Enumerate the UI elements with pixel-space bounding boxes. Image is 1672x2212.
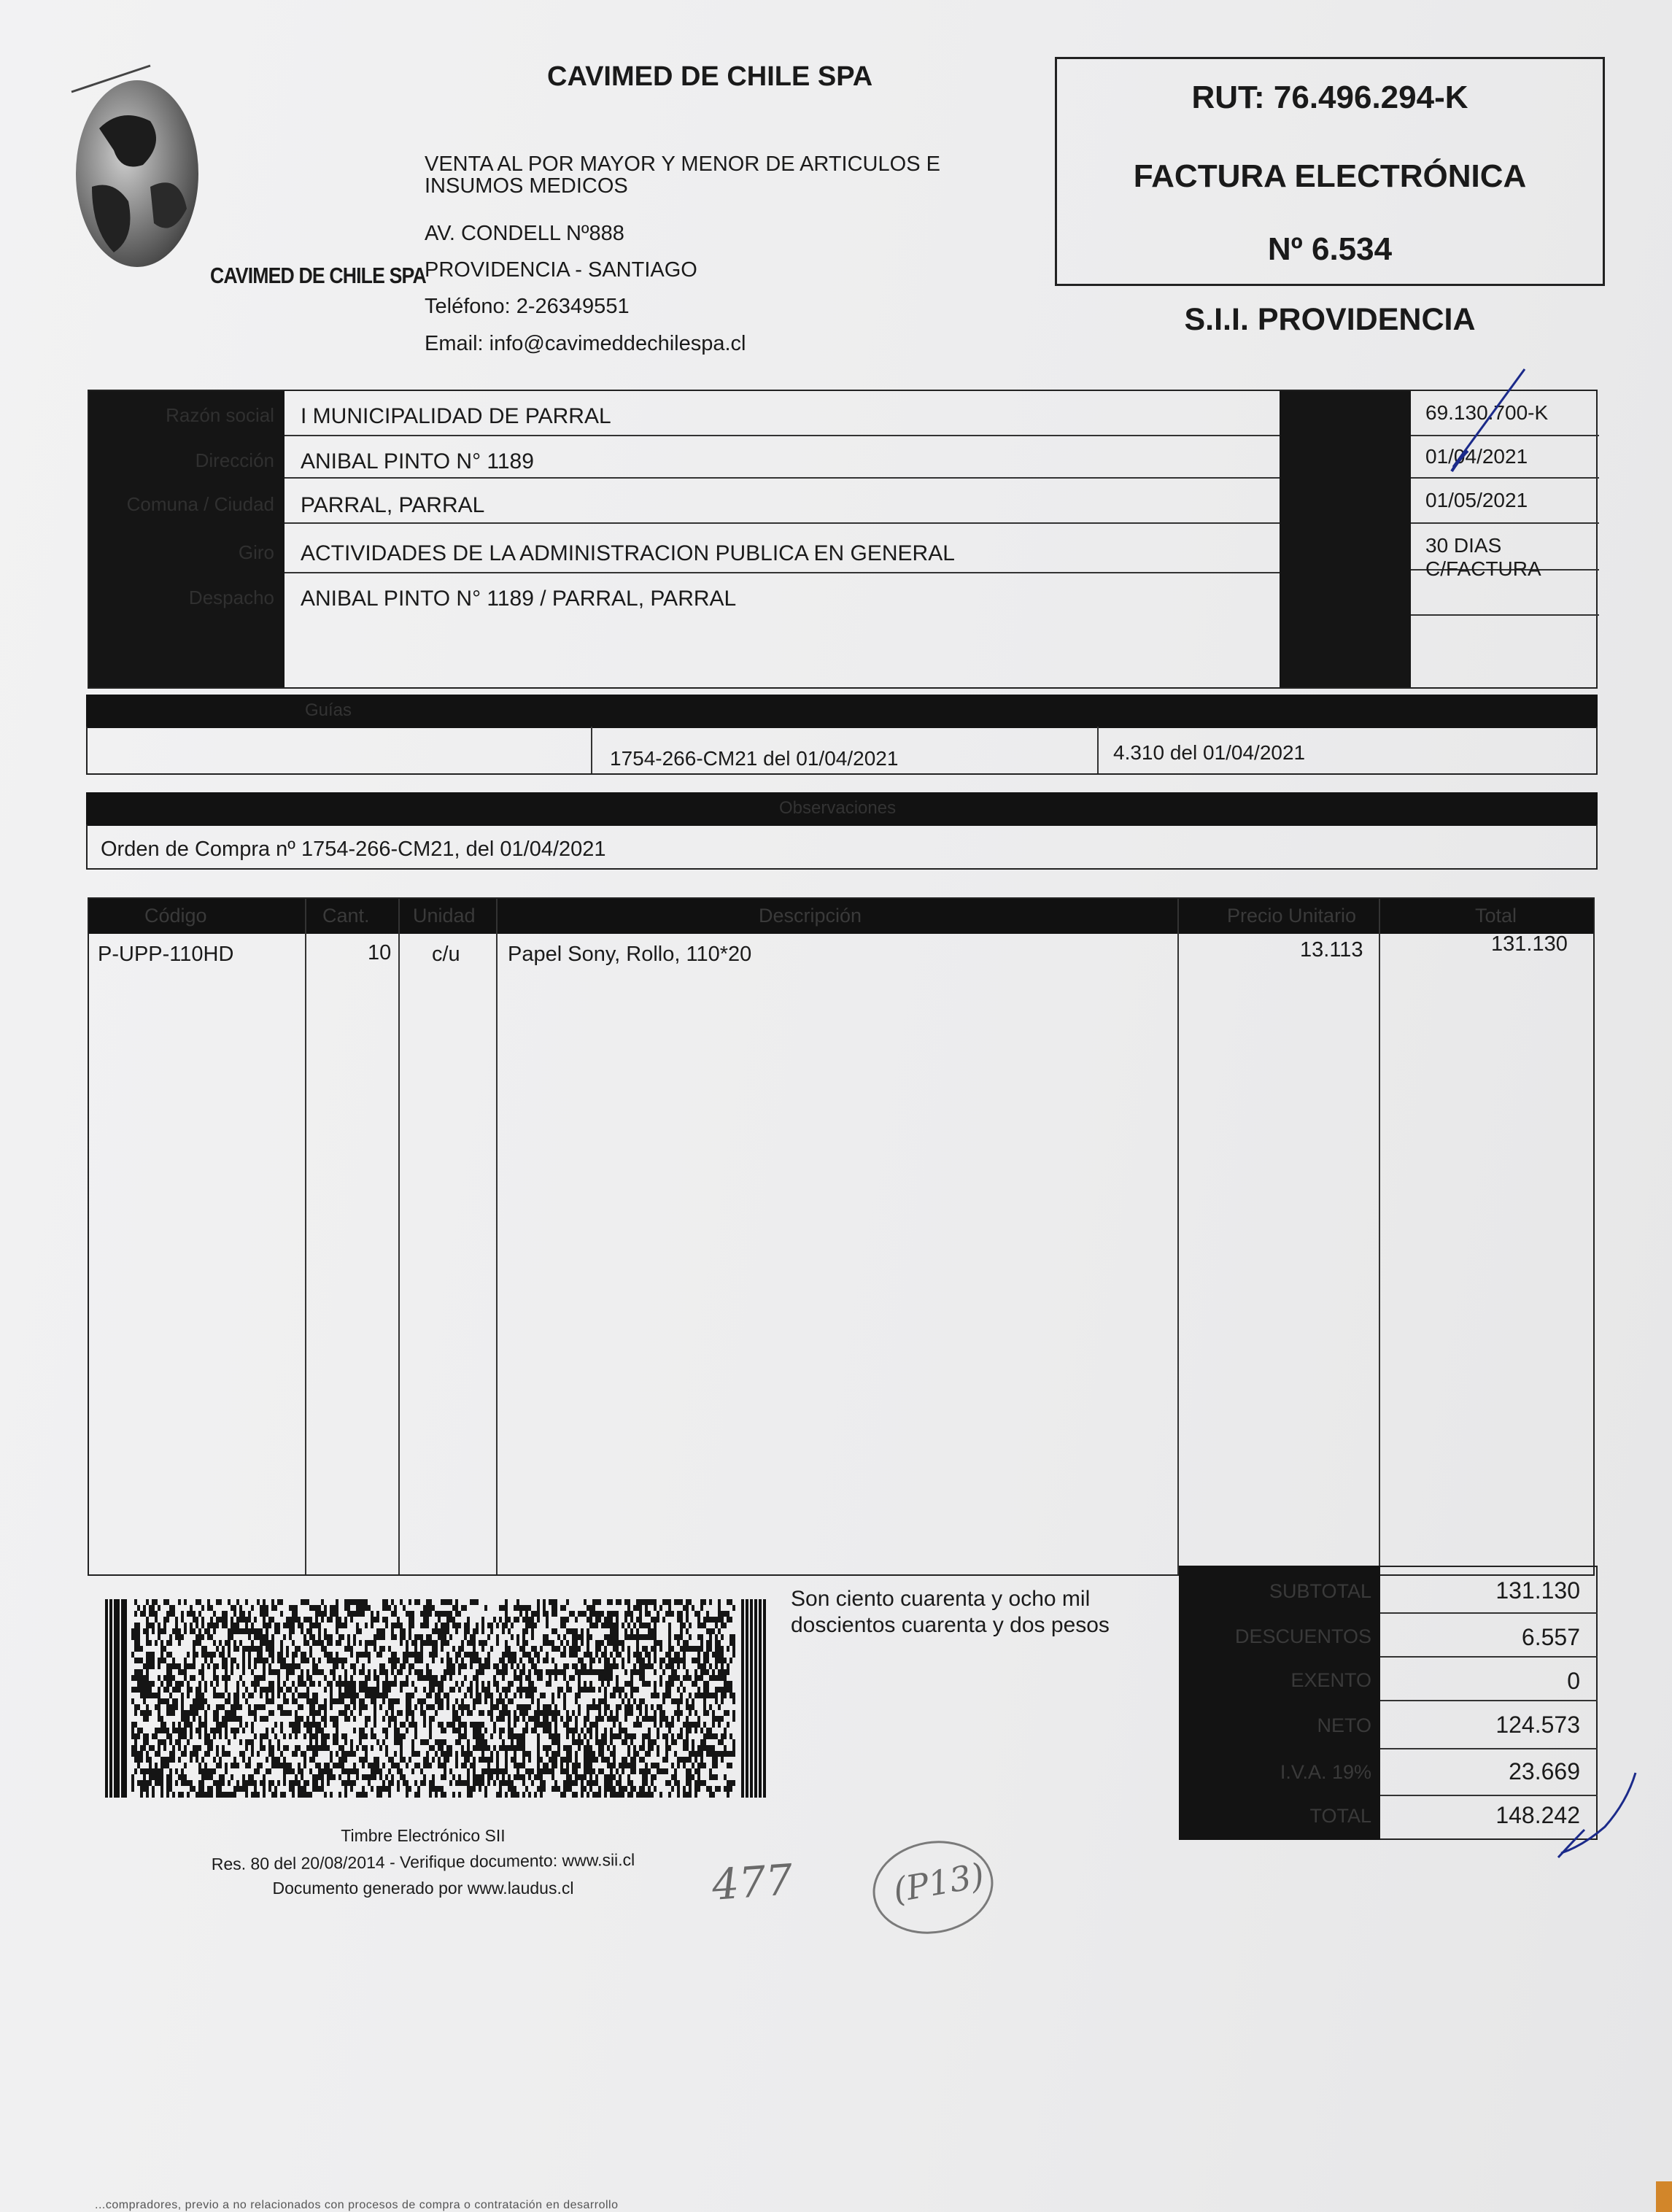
invoice-type: FACTURA ELECTRÓNICA xyxy=(1133,158,1527,194)
item-codigo: P-UPP-110HD xyxy=(98,943,234,966)
client-meta-label-column xyxy=(1280,391,1411,687)
item-precio: 13.113 xyxy=(1300,938,1363,962)
items-table xyxy=(88,897,1595,1576)
total-value: 148.242 xyxy=(1495,1802,1580,1828)
company-email: Email: info@cavimeddechilespa.cl xyxy=(425,332,746,355)
item-descripcion: Papel Sony, Rollo, 110*20 xyxy=(508,943,752,966)
handwritten-note: 477 xyxy=(710,1855,794,1910)
handwritten-circle xyxy=(865,1832,1000,1944)
logo-caption: CAVIMED DE CHILE SPA xyxy=(210,263,426,288)
fecha-vencimiento: 01/05/2021 xyxy=(1425,489,1528,511)
invoice-id-box xyxy=(1055,57,1605,286)
issuer-rut: RUT: 76.496.294-K xyxy=(1191,80,1468,115)
references-header xyxy=(86,695,1598,728)
client-despacho: ANIBAL PINTO N° 1189 / PARRAL, PARRAL xyxy=(301,587,737,611)
timbre-line1: Timbre Electrónico SII xyxy=(341,1826,506,1845)
label-subtotal: SUBTOTAL xyxy=(1269,1580,1371,1602)
otra-ref: 4.310 del 01/04/2021 xyxy=(1113,741,1306,764)
condicion-pago: 30 DIAS C/FACTURA xyxy=(1425,534,1541,580)
fecha-emision: 01/04/2021 xyxy=(1425,445,1528,468)
client-block xyxy=(88,390,1598,689)
client-razon-social: I MUNICIPALIDAD DE PARRAL xyxy=(301,404,611,428)
company-phone: Teléfono: 2-26349551 xyxy=(425,295,630,318)
observaciones-label: Observaciones xyxy=(779,798,897,818)
company-city: PROVIDENCIA - SANTIAGO xyxy=(425,258,697,282)
client-rut: 69.130.700-K xyxy=(1425,401,1549,424)
exento-value: 0 xyxy=(1567,1668,1580,1694)
footer-text: ...compradores, previo a no relacionados con procesos de compra o contratación en desarrollo xyxy=(95,2199,619,2211)
label-direccion: Dirección xyxy=(195,449,274,471)
totals-label-column xyxy=(1179,1566,1380,1840)
company-activity-line2: INSUMOS MEDICOS xyxy=(425,174,628,198)
amount-words-line1: Son ciento cuarenta y ocho mil xyxy=(791,1587,1091,1611)
guia-label: Guías xyxy=(305,700,352,720)
label-iva: I.V.A. 19% xyxy=(1280,1761,1371,1783)
header-codigo: Código xyxy=(144,905,207,927)
observaciones-row xyxy=(86,824,1598,870)
item-cant: 10 xyxy=(368,941,392,964)
company-address: AV. CONDELL Nº888 xyxy=(425,222,624,245)
header-unidad: Unidad xyxy=(413,905,476,927)
handwritten-total-check xyxy=(1554,1766,1641,1860)
references-row xyxy=(86,727,1598,775)
subtotal-value: 131.130 xyxy=(1495,1577,1580,1604)
header-descripcion: Descripción xyxy=(759,905,862,927)
handwritten-check-mark xyxy=(1401,365,1532,474)
iva-value: 23.669 xyxy=(1509,1758,1580,1784)
header-total: Total xyxy=(1475,905,1517,927)
label-comuna: Comuna / Ciudad xyxy=(126,493,274,515)
label-exento: EXENTO xyxy=(1290,1669,1371,1691)
edge-tab xyxy=(1656,2181,1672,2212)
client-direccion: ANIBAL PINTO N° 1189 xyxy=(301,449,534,473)
company-activity-line1: VENTA AL POR MAYOR Y MENOR DE ARTICULOS E xyxy=(425,152,940,176)
label-razon-social: Razón social xyxy=(166,404,274,426)
header-precio: Precio Unitario xyxy=(1227,905,1357,927)
label-giro: Giro xyxy=(238,541,274,563)
company-logo xyxy=(70,63,201,282)
timbre-text xyxy=(109,1822,737,1901)
timbre-barcode xyxy=(105,1599,770,1798)
invoice-number: Nº 6.534 xyxy=(1267,231,1393,267)
amount-words-line2: doscientos cuarenta y dos pesos xyxy=(791,1613,1110,1637)
company-name: CAVIMED DE CHILE SPA xyxy=(547,61,873,92)
descuentos-value: 6.557 xyxy=(1521,1624,1580,1650)
neto-value: 124.573 xyxy=(1495,1712,1580,1738)
client-comuna: PARRAL, PARRAL xyxy=(301,493,485,517)
orden-compra-ref: 1754-266-CM21 del 01/04/2021 xyxy=(610,747,899,770)
client-label-column xyxy=(89,391,285,687)
timbre-line2: Res. 80 del 20/08/2014 - Verifique documento: www.sii.cl xyxy=(211,1849,635,1874)
totals-block xyxy=(1179,1566,1598,1840)
handwritten-circled-text: (P13) xyxy=(890,1855,988,1911)
items-header-row xyxy=(89,899,1593,934)
amount-in-words xyxy=(791,1586,1110,1639)
item-total: 131.130 xyxy=(1491,932,1568,956)
observaciones-header xyxy=(86,792,1598,826)
observaciones-text: Orden de Compra nº 1754-266-CM21, del 01/04/2021 xyxy=(101,838,606,861)
label-descuentos: DESCUENTOS xyxy=(1234,1625,1371,1647)
label-neto: NETO xyxy=(1317,1714,1371,1736)
label-despacho: Despacho xyxy=(188,587,274,608)
item-unidad: c/u xyxy=(432,943,460,966)
header-cant: Cant. xyxy=(322,905,370,927)
client-giro: ACTIVIDADES DE LA ADMINISTRACION PUBLICA EN GENERAL xyxy=(301,541,955,565)
label-total: TOTAL xyxy=(1309,1805,1371,1827)
sii-office: S.I.I. PROVIDENCIA xyxy=(1184,302,1476,337)
timbre-line3: Documento generado por www.laudus.cl xyxy=(272,1879,574,1898)
